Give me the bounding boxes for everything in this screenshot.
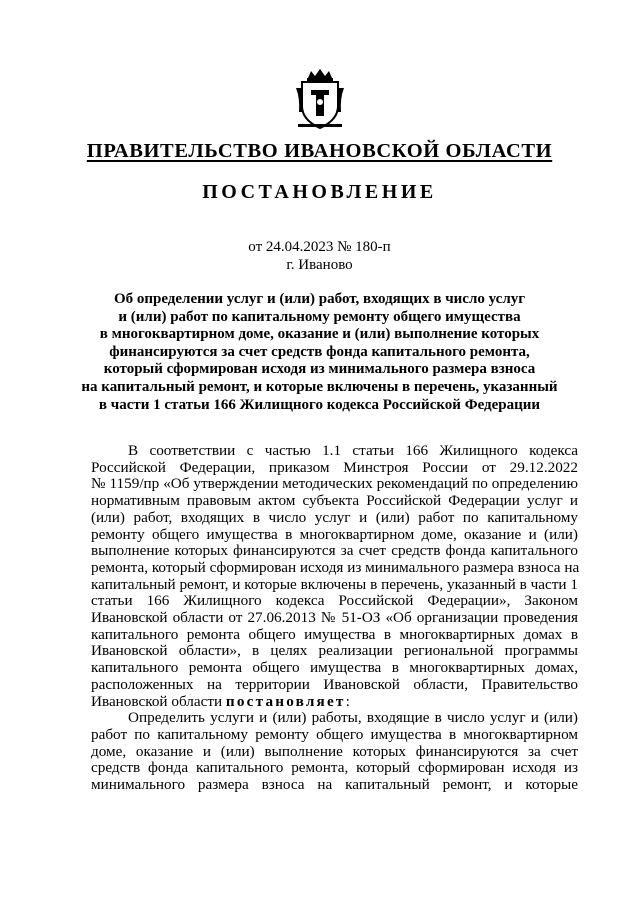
body-line: ремонту общего имущества в многоквартирном доме, оказание и (или)	[91, 525, 578, 543]
subject-line: в части 1 статьи 166 Жилищного кодекса Российской Федерации	[98, 396, 541, 413]
body-text-fragment: Ивановской области	[91, 692, 226, 710]
date-number: от 24.04.2023 № 180-п	[248, 239, 391, 255]
body-line: выполнение которых финансируются за счет средств фонда капитального	[91, 542, 578, 560]
city: г. Иваново	[286, 257, 353, 273]
body-line: Ивановской области», в целях реализации региональной программы	[91, 642, 578, 660]
body-line: Определить услуги и (или) работы, входящие в число услуг и (или)	[128, 709, 578, 727]
body-line: расположенных на территории Ивановской области, Правительство	[91, 675, 578, 693]
body-line: капитального ремонта общего имущества в многоквартирных домах в	[91, 625, 578, 643]
body-line-final	[91, 694, 578, 711]
body-line: В соответствии с частью 1.1 статьи 166 Жилищного кодекса	[128, 442, 578, 459]
body-line: минимального размера взноса на капитальный ремонт, и которые	[91, 776, 578, 794]
body-line: капитального ремонта общего имущества в многоквартирных домах,	[91, 659, 578, 677]
subject-line: в многоквартирном доме, оказание и (или) выполнение которых	[99, 326, 540, 343]
organization-title: ПРАВИТЕЛЬСТВО ИВАНОВСКОЙ ОБЛАСТИ	[86, 140, 553, 162]
resolves-keyword: постановляет	[225, 692, 346, 710]
coat-of-arms-icon	[294, 68, 346, 130]
document-type-title: ПОСТАНОВЛЕНИЕ	[202, 181, 437, 203]
body-line: капитальный ремонт, и которые включены в перечень, указанный в части 1	[91, 575, 578, 593]
document-body	[91, 443, 578, 794]
body-line: № 1159/пр «Об утверждении методических рекомендаций по определению	[91, 475, 578, 493]
document-meta	[0, 238, 639, 274]
body-text-fragment: :	[345, 692, 350, 710]
body-line: работ по капитальному ремонту общего имущества в многоквартирном	[91, 725, 578, 743]
body-line: ремонта, который сформирован исходя из минимального размера взноса на	[91, 558, 580, 576]
body-line: (или) работ, входящих в число услуг и (или) работ по капитальному	[91, 508, 578, 526]
subject-line: финансируются за счет средств фонда капитального ремонта,	[109, 343, 530, 360]
subject-line: Об определении услуг и (или) работ, входящих в число услуг	[113, 291, 526, 307]
document-subject	[60, 291, 579, 414]
subject-line: который сформирован исходя из минимального размера взноса	[103, 361, 536, 378]
body-line: Ивановской области от 27.06.2013 № 51-ОЗ «Об организации проведения	[91, 609, 578, 627]
body-line: средств фонда капитального ремонта, который сформирован исходя из	[91, 759, 578, 777]
subject-line: и (или) работ по капитальному ремонту общего имущества	[118, 308, 521, 325]
body-line: Российской Федерации, приказом Минстроя России от 29.12.2022	[91, 458, 578, 476]
body-line: статьи 166 Жилищного кодекса Российской Федерации», Законом	[91, 592, 578, 610]
body-line: нормативным правовым актом субъекта Российской Федерации услуг и	[91, 492, 578, 510]
subject-line: на капитальный ремонт, и которые включены в перечень, указанный	[81, 378, 558, 395]
body-line: доме, оказание и (или) выполнение которых финансируются за счет	[91, 742, 578, 760]
